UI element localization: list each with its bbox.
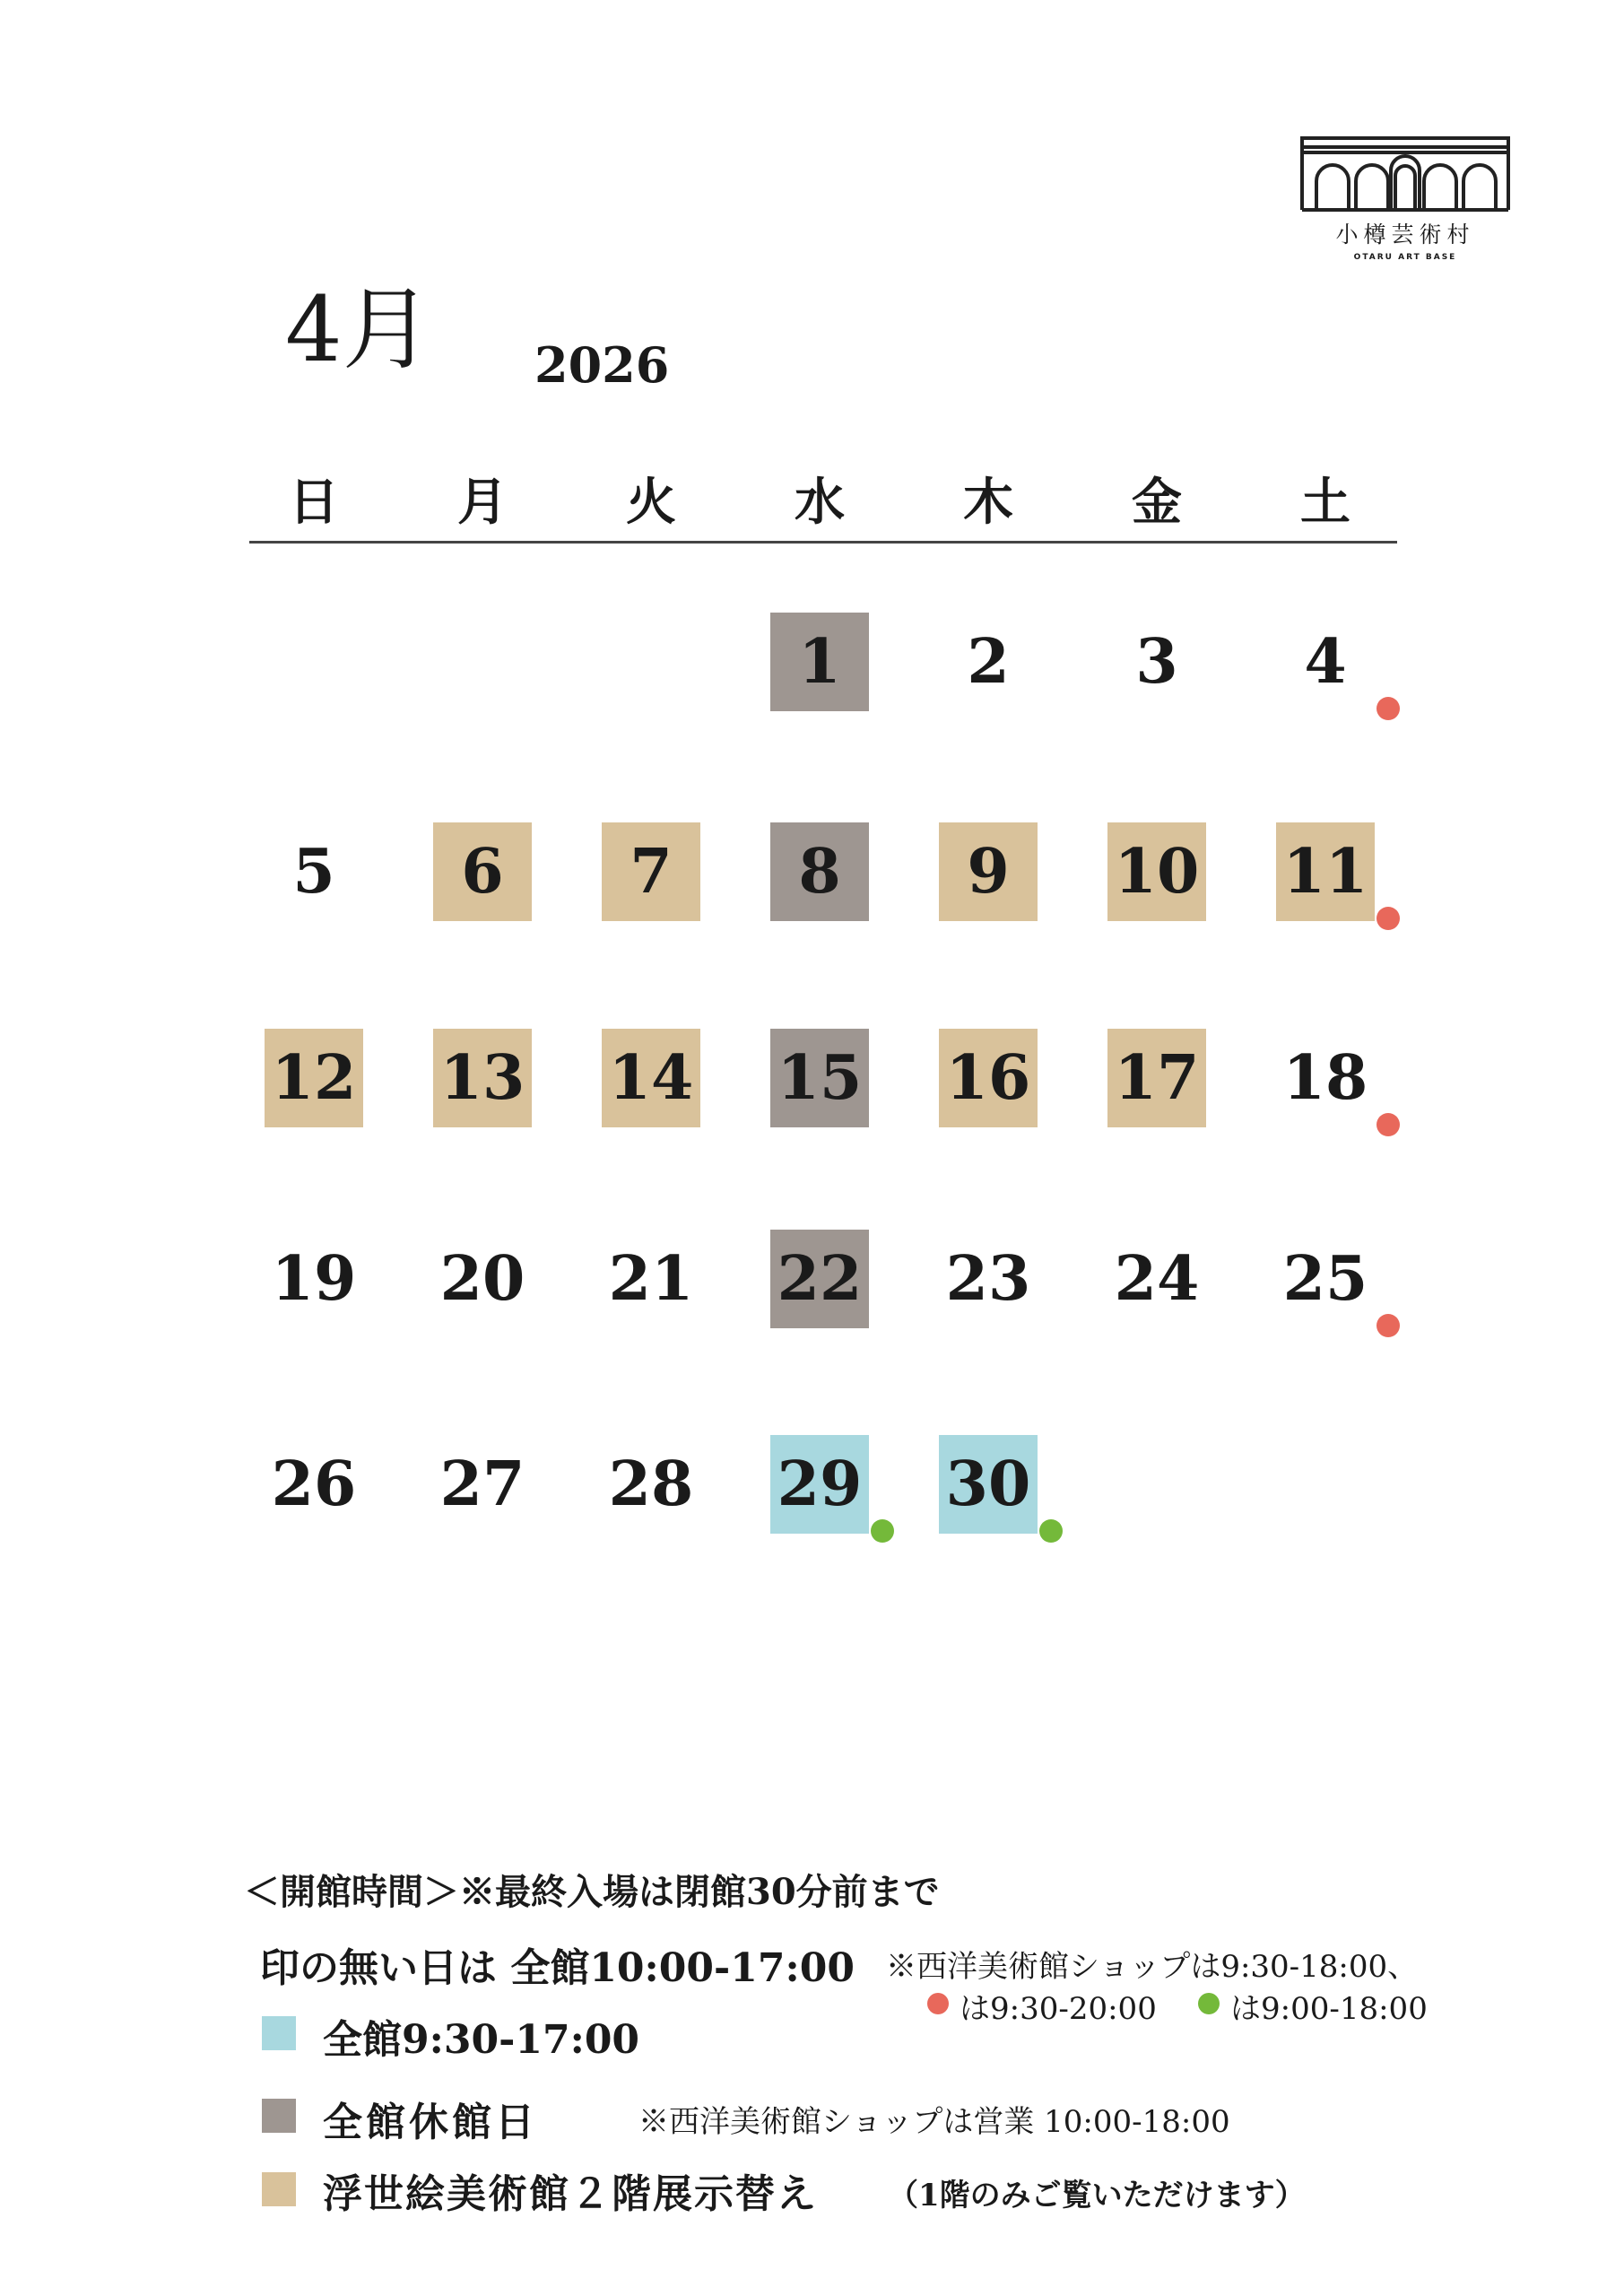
calendar-day-18 bbox=[1276, 1029, 1375, 1127]
calendar-day-17 bbox=[1107, 1029, 1206, 1127]
day-number: 18 bbox=[1282, 1042, 1368, 1114]
calendar-day-4 bbox=[1276, 613, 1375, 711]
day-number: 8 bbox=[798, 836, 841, 908]
day-number: 20 bbox=[439, 1243, 525, 1315]
calendar-day-11 bbox=[1276, 822, 1375, 921]
calendar-day-6 bbox=[433, 822, 532, 921]
header-divider bbox=[249, 541, 1397, 544]
day-number: 1 bbox=[798, 626, 841, 698]
calendar-day-15 bbox=[770, 1029, 869, 1127]
calendar-day-21 bbox=[602, 1230, 700, 1328]
weekday-header bbox=[0, 466, 1624, 538]
calendar-day-30 bbox=[939, 1435, 1038, 1534]
calendar-day-27 bbox=[433, 1435, 532, 1534]
logo-name-ja: 小樽芸術村 bbox=[1335, 222, 1475, 248]
calendar-day-14 bbox=[602, 1029, 700, 1127]
green-dot-icon bbox=[871, 1519, 894, 1543]
closed-label: 全館休館日 bbox=[323, 2100, 538, 2145]
otaru-art-base-logo bbox=[1298, 135, 1512, 262]
red-dot-hours: は9:30-20:00 bbox=[960, 1991, 1157, 2027]
day-number: 14 bbox=[608, 1042, 694, 1114]
red-dot-icon bbox=[1376, 907, 1400, 930]
weekday-sat: 土 bbox=[1300, 473, 1350, 532]
green-dot-icon bbox=[1039, 1519, 1063, 1543]
day-number: 26 bbox=[271, 1448, 357, 1520]
closed-note: ※西洋美術館ショップは営業 10:00-18:00 bbox=[638, 2104, 1230, 2140]
calendar-day-22 bbox=[770, 1230, 869, 1328]
default-hours: 印の無い日は 全館10:00-17:00 bbox=[260, 1945, 855, 1991]
calendar-day-24 bbox=[1107, 1230, 1206, 1328]
day-number: 16 bbox=[945, 1042, 1031, 1114]
red-dot-icon bbox=[1376, 1113, 1400, 1136]
day-number: 22 bbox=[777, 1243, 863, 1315]
weekday-fri: 金 bbox=[1132, 473, 1182, 532]
day-number: 3 bbox=[1135, 626, 1178, 698]
calendar-day-29 bbox=[770, 1435, 869, 1534]
day-number: 23 bbox=[945, 1243, 1031, 1315]
day-number: 9 bbox=[967, 836, 1010, 908]
day-number: 21 bbox=[608, 1243, 694, 1315]
day-number: 13 bbox=[439, 1042, 525, 1114]
day-number: 17 bbox=[1114, 1042, 1200, 1114]
day-number: 11 bbox=[1282, 836, 1368, 908]
weekday-sun: 日 bbox=[289, 473, 339, 532]
calendar-day-2 bbox=[939, 613, 1038, 711]
ukiyoe-swatch bbox=[262, 2172, 296, 2206]
ukiyoe-note: （1階のみご覧いただけます） bbox=[888, 2178, 1306, 2213]
green-dot-icon bbox=[1198, 1993, 1220, 2014]
day-number: 15 bbox=[777, 1042, 863, 1114]
calendar-day-20 bbox=[433, 1230, 532, 1328]
red-dot-icon bbox=[1376, 697, 1400, 720]
calendar-day-5 bbox=[265, 822, 363, 921]
day-number: 30 bbox=[945, 1448, 1031, 1520]
calendar-day-8 bbox=[770, 822, 869, 921]
weekday-wed: 水 bbox=[795, 473, 845, 532]
day-number: 2 bbox=[967, 626, 1010, 698]
building-logo-icon bbox=[1298, 135, 1512, 215]
weekday-thu: 木 bbox=[963, 473, 1013, 532]
calendar-day-1 bbox=[770, 613, 869, 711]
weekday-tue: 火 bbox=[626, 473, 676, 532]
logo-name-en: OTARU ART BASE bbox=[1353, 253, 1457, 262]
day-number: 12 bbox=[271, 1042, 357, 1114]
special-hours-label: 全館9:30-17:00 bbox=[323, 2017, 640, 2063]
calendar-day-7 bbox=[602, 822, 700, 921]
red-dot-icon bbox=[927, 1993, 949, 2014]
day-number: 24 bbox=[1114, 1243, 1200, 1315]
closed-swatch bbox=[262, 2099, 296, 2133]
calendar-day-26 bbox=[265, 1435, 363, 1534]
calendar-day-28 bbox=[602, 1435, 700, 1534]
calendar-day-9 bbox=[939, 822, 1038, 921]
day-number: 7 bbox=[630, 836, 673, 908]
hours-heading: ＜開館時間＞※最終入場は閉館30分前まで bbox=[244, 1871, 940, 1913]
shop-note: ※西洋美術館ショップは9:30-18:00、 bbox=[886, 1949, 1419, 1985]
calendar-day-13 bbox=[433, 1029, 532, 1127]
year-title: 2026 bbox=[534, 336, 670, 394]
green-dot-hours: は9:00-18:00 bbox=[1230, 1991, 1428, 2027]
ukiyoe-label: 浮世絵美術館２階展示替え bbox=[323, 2171, 818, 2217]
day-number: 27 bbox=[439, 1448, 525, 1520]
day-number: 25 bbox=[1282, 1243, 1368, 1315]
day-number: 10 bbox=[1114, 836, 1200, 908]
calendar-day-12 bbox=[265, 1029, 363, 1127]
calendar-day-25 bbox=[1276, 1230, 1375, 1328]
day-number: 19 bbox=[271, 1243, 357, 1315]
special-hours-swatch bbox=[262, 2016, 296, 2050]
day-number: 29 bbox=[777, 1448, 863, 1520]
month-title: 4月 bbox=[285, 277, 432, 382]
calendar-day-23 bbox=[939, 1230, 1038, 1328]
day-number: 4 bbox=[1304, 626, 1347, 698]
calendar-day-3 bbox=[1107, 613, 1206, 711]
day-number: 5 bbox=[292, 836, 335, 908]
weekday-mon: 月 bbox=[457, 473, 508, 532]
red-dot-icon bbox=[1376, 1314, 1400, 1337]
calendar-day-16 bbox=[939, 1029, 1038, 1127]
day-number: 6 bbox=[461, 836, 504, 908]
day-number: 28 bbox=[608, 1448, 694, 1520]
calendar-day-19 bbox=[265, 1230, 363, 1328]
calendar-day-10 bbox=[1107, 822, 1206, 921]
